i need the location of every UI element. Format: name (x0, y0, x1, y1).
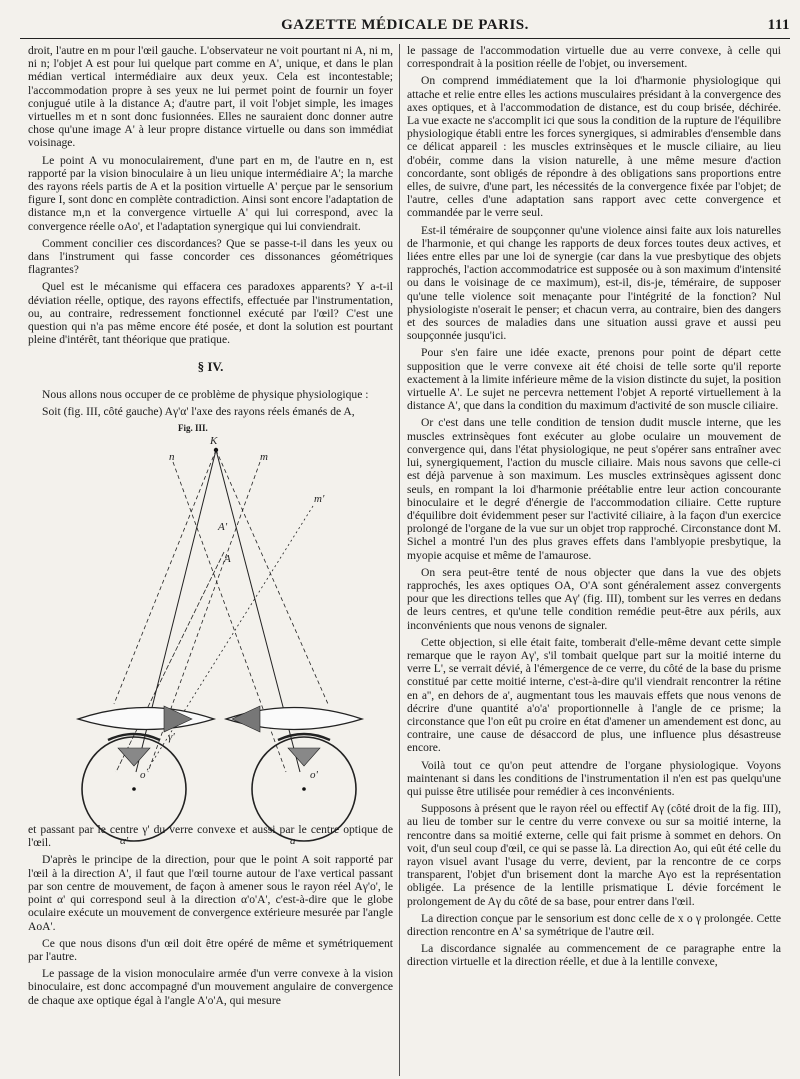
label-a: a (290, 835, 296, 848)
paragraph: On comprend immédiatement que la loi d'harmonie physiologique qui attache et relie entre elles les actions musculaires présidant à la convergence des axes optiques, et à l'accommodation de distance, est du coup brisée, déchirée. La vue exacte ne s'accomplit ici que sous la condition de la rupture de l'équilibre physiologique établi entre les forces synergiques, si admirables d'ensemble dans ce délicat appareil : les muscles extrinsèques et le muscle ciliaire, au lieu d'obéir, comme dans la vision naturelle, à une même mesure d'action concordante, sont obligés de répondre à des obligations sans proportions entre elles, de suivre, d'une part, les nécessités de la convergence fixée par l'objet; de l'autre, celles d'une adaptation sans rapport avec cette convergence et commandée par le verre seul. (407, 74, 781, 220)
left-crystalline (118, 748, 150, 766)
paragraph: Comment concilier ces discordances? Que se passe-t-il dans les yeux ou dans l'instrument qui fasse concorder ces dissonances géométriques flagrantes? (28, 236, 393, 277)
paragraph: La direction conçue par le sensorium est donc celle de x o γ prolongée. Cette direction rencontre en A' sa symétrique de l'autre œil. (407, 911, 781, 938)
paragraph: Pour s'en faire une idée exacte, prenons pour point de départ cette supposition que le verre convexe ait été choisi de telle sorte qu'il reporte exactement à la limite inférieure même de la vision distincte du sujet, la position virtuelle A'. Le sujet ne percevra nettement l'objet A reporté virtuellement à la distance A', que dans la condition du maximum d'activité de son muscle ciliaire. (407, 346, 781, 413)
right-crystalline (288, 748, 320, 766)
point-K-dot (214, 448, 218, 452)
label-A: A (224, 553, 231, 566)
page-number: 111 (767, 17, 790, 33)
right-prism-shading (232, 706, 260, 732)
section-heading: § IV. (197, 359, 224, 375)
left-column (28, 44, 393, 1011)
label-K: K (210, 435, 218, 448)
label-alpha: α' (120, 835, 129, 848)
paragraph: D'après le principe de la direction, pour que le point A soit rapporté par l'œil à la direction A', il faut que l'œil tourne autour de l'axe vertical passant par son centre de mouvement, de façon à amener sous le rayon réel Aγ'o', le point α' qui correspond seul à la direction α'o'A', c'est-à-dire que le globe oculaire exécute un mouvement de convergence extérieure mesurée par l'angle AoA'. (28, 853, 393, 933)
left-center-dot (132, 787, 136, 791)
page-header (20, 14, 790, 39)
paragraph: et passant par le centre γ' du verre convexe et aussi par le centre optique de l'œil. (28, 823, 393, 850)
paragraph: On sera peut-être tenté de nous objecter que dans la vue des objets rapprochés, les axes optiques OA, O'A sont généralement assez convergents pour que les directions telles que Aγ' (fig. III), tombent sur les verres en dedans de leurs centres, et qu'une telle condition remédie peut-être aux périls, aux inconvénients que nous venons de signaler. (407, 565, 781, 632)
label-o: o (140, 769, 146, 782)
label-mprime: m' (314, 493, 325, 506)
paragraph: droit, l'autre en m pour l'œil gauche. L'observateur ne voit pourtant ni A, ni m, ni n; l'objet A est pour lui quelque part comme en A', unique, et dans le plan médian vertical intermédiaire aux deux yeux. Cela est incontestable; l'accommodation propre à ses yeux ne lui permet point de fournir un foyer conjugué utile à la distance A; d'autre part, il voit l'objet simple, les images virtuelles m et n sont donc fusionnées. Elles ne sauraient donc donner autre chose qu'une image A' à leur propre distance virtuelle ou dans son immédiat voisinage. (28, 44, 393, 150)
paragraph: Cette objection, si elle était faite, tomberait d'elle-même devant cette simple remarque que le rayon Aγ', s'il tombait quelque part sur la moitié interne du verre L', se verrait dévié, à l'émergence de ce verre, du côté de la base du prisme constitué par cette moitié interne, c'est-à-dire qu'il viendrait rencontrer la rétine en a'', en dehors de a', augmentant tous les mauvais effets que nous venons de décrire d'une quantité a'o'a' proportionnelle à l'angle de ce prisme; la circonstance que l'on eût pu croire en état d'amener un amendement est donc, au contraire, une cause de désaccord de plus, une influence plus désastreuse encore. (407, 635, 781, 755)
paragraph: Voilà tout ce qu'on peut attendre de l'organe physiologique. Voyons maintenant si dans les conditions de l'instrumentation il n'en est pas quelqu'une qui puisse être utilisée pour remédier à ces inconvénients. (407, 758, 781, 798)
left-lens (78, 708, 214, 730)
paragraph: le passage de l'accommodation virtuelle due au verre convexe, à celle qui correspondrait à la position réelle de l'objet, ou inversement. (407, 44, 781, 71)
label-m: m (260, 451, 268, 464)
paragraph: Le point A vu monoculairement, d'une part en m, de l'autre en n, est rapporté par la vision binoculaire à un lieu unique intermédiaire A'; la marche des rayons réels partis de A et la position virtuelle A' perçue par le sensorium figure I, sont donc en complète contradiction. Ainsi sont encore l'adaptation de distance m,n et la convergence virtuelle A' qui lui correspond, avec la convergence réelle oAo', et l'adaptation synergique qui lui conviendrait. (28, 153, 393, 233)
paragraph: Nous allons nous occuper de ce problème de physique physiologique : (42, 387, 369, 401)
label-gamma: γ' (168, 731, 175, 744)
ray-line (114, 450, 216, 704)
paragraph: Or c'est dans une telle condition de tension dudit muscle interne, que les muscles extrinsèques font exécuter au globe oculaire un mouvement de convergence qui, dans l'état physiologique, ne peut s'opérer sans entraîner avec lui, synergiquement, l'action du muscle ciliaire. Mais nous savons que celle-ci est déjà parvenue à son maximum. Les muscles extrinsèques agissent donc seuls, en rompant la loi d'harmonie préétablie entre leur action concourante binoculaire et le degré d'énergie de l'accommodation ciliaire. Cette rupture d'équilibre doit évidemment peser sur l'activité ciliaire, à la façon d'un exercice prolongé de l'organe de la vue sur un objet trop rapproché. Circonstance dont M. Sichel a montré l'un des plus graves effets dans l'amblyopie presbytique, la myopie acquise et même de l'amaurose. (407, 416, 781, 562)
label-oprime: o' (310, 769, 318, 782)
paragraph: La discordance signalée au commencement de ce paragraphe entre la direction virtuelle et la direction réelle, et due à la lentille convexe, (407, 942, 781, 969)
paragraph: Soit (fig. III, côté gauche) Aγ'α' l'axe des rayons réels émanés de A, (42, 404, 355, 418)
paragraph: Ce que nous disons d'un œil doit être opéré de même et symétriquement par l'autre. (28, 936, 393, 963)
label-n: n (169, 451, 175, 464)
journal-title: GAZETTE MÉDICALE DE PARIS. (281, 17, 529, 33)
right-center-dot (302, 787, 306, 791)
label-Aprime: A' (218, 521, 228, 534)
paragraph: Quel est le mécanisme qui effacera ces paradoxes apparents? Y a-t-il déviation réelle, optique, des rayons effectifs, effectuée par l'instrumentation, ou, au contraire, redressement fonctionnel exécuté par l'œil? C'est une question qui n'a pas même encore été posée, et dont la solution est pourtant pleine d'intérêt, tant théorique que pratique. (28, 280, 393, 347)
column-divider (399, 44, 400, 1076)
figure-caption: Fig. III. (178, 423, 208, 434)
paragraph: Est-il téméraire de soupçonner qu'une violence ainsi faite aux lois naturelles de l'harmonie, et qui change les rapports de deux forces toutes deux actives, et liées entre elles par une loi de synergie (car dans la vue presbytique des objets rapprochés, l'action accommodatrice est supposée ou à son maximum d'intensité ou dans le voisinage de ce maximum), est-il, dis-je, téméraire, de supposer qu'une telle violence soit menaçante pour l'intégrité de la fonction? Nul physiologiste n'oserait le penser; et chacun verra, au contraire, bien des dangers et des sources de maladies dans une situation aussi grave et aussi peu soupçonnée jusqu'ici. (407, 223, 781, 343)
right-column (407, 44, 781, 973)
paragraph: Le passage de la vision monoculaire armée d'un verre convexe à la vision binoculaire, est donc accompagné d'un mouvement angulaire de convergence de chaque axe optique égal à l'angle A'o'A, qui mesure (28, 967, 393, 1007)
paragraph: Supposons à présent que le rayon réel ou effectif Aγ (côté droit de la fig. III), au lieu de tomber sur le centre du verre convexe ou sur sa moitié interne, la rencontre dans sa moitié externe, celle qui fait prisme à sommet en dehors. On voit, d'un seul coup d'œil, ce qui se passe là. La direction Ao, qui eût été celle du rayon visuel avant l'usage du verre, devient, par la rencontre de ce corps transparent, l'objet d'un brisement dont la marche Aγo est la représentation obligée. La présence de la lentille prismatique L dévie forcément le prolongement de Aγ du côté de sa base, pour entrer dans l'œil. (407, 802, 781, 908)
